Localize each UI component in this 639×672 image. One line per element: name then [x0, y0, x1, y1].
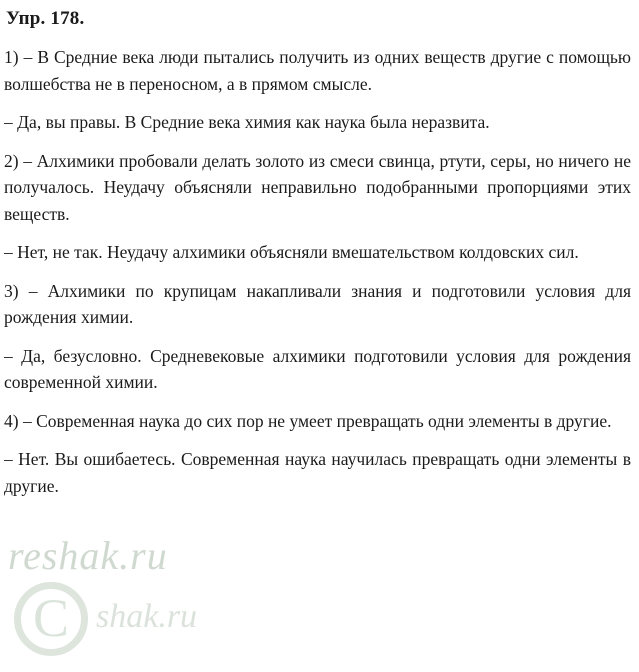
watermark-text-top: reshak.ru [8, 533, 168, 578]
paragraph-1: 1) – В Средние века люди пытались получить из одних веществ другие с помощью волшебства не в переносном, а в прямом смысле. [4, 47, 631, 94]
paragraph-3: 2) – Алхимики пробовали делать золото из смеси свинца, ртути, серы, но ничего не получалось. Неудачу объясняли неправильно подобранными пропорциями этих веществ. [4, 150, 631, 224]
paragraph-2: – Да, вы правы. В Средние века химия как наука была неразвита. [4, 112, 490, 132]
watermark-text-bottom: shak.ru [96, 598, 198, 635]
page-title: Упр. 178. [6, 8, 85, 29]
watermark [0, 520, 280, 670]
paragraph-8: – Нет. Вы ошибаетесь. Современная наука научилась превращать одни элементы в другие. [4, 449, 631, 496]
paragraph-4: – Нет, не так. Неудачу алхимики объясняли вмешательством колдовских сил. [4, 242, 579, 262]
watermark-copyright-icon [14, 582, 88, 656]
document-content [4, 8, 633, 499]
paragraph-5: 3) – Алхимики по крупицам накапливали знания и подготовили условия для рождения химии. [4, 280, 631, 327]
paragraph-7: 4) – Современная наука до сих пор не умеет превращать одни элементы в другие. [4, 410, 612, 431]
paragraph-6: – Да, безусловно. Средневековые алхимики подготовили условия для рождения современной химии. [4, 345, 631, 392]
